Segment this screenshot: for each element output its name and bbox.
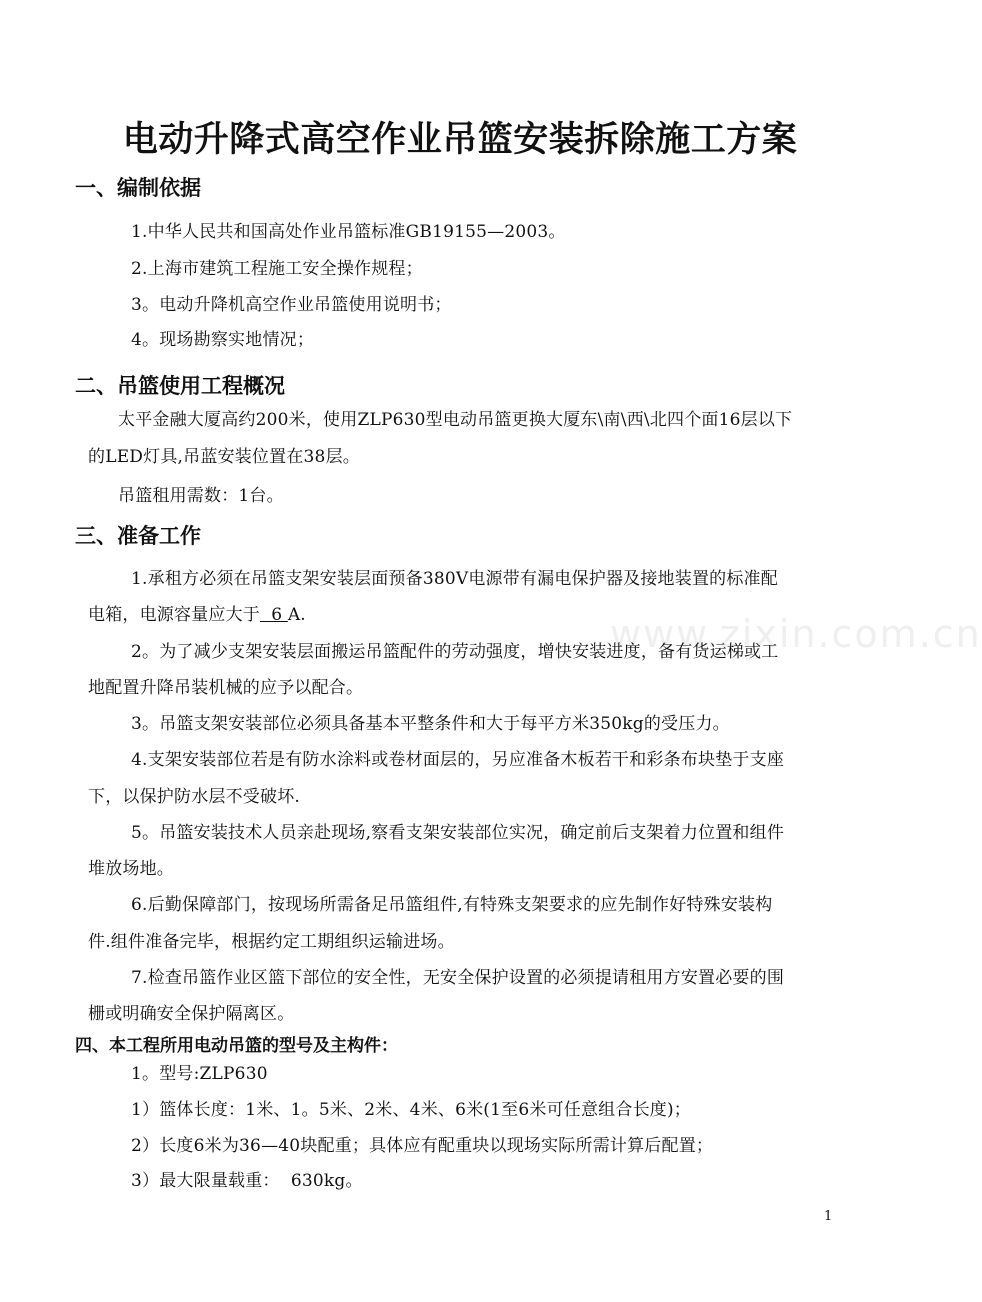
watermark: www.zixin.com.cn	[610, 612, 982, 656]
s3-item-2-line1: 2。为了减少支架安装层面搬运吊篮配件的劳动强度，增快安装进度，备有货运梯或工	[131, 642, 779, 662]
s3-item-4-line1: 4.支架安装部位若是有防水涂料或卷材面层的，另应准备木板若干和彩条布块垫于支座	[131, 750, 785, 770]
s2-para1-line1: 太平金融大厦高约200米，使用ZLP630型电动吊篮更换大厦东\南\西\北四个面16层以下	[118, 410, 793, 430]
s3-item-7-line2: 栅或明确安全保护隔离区。	[88, 1004, 295, 1024]
section-2-heading: 二、吊篮使用工程概况	[75, 374, 285, 398]
s2-para1-line2: 的LED灯具,吊蓝安装位置在38层。	[88, 447, 360, 467]
s3-item-5-line2: 堆放场地。	[88, 859, 174, 879]
s1-item-2: 2.上海市建筑工程施工安全操作规程；	[131, 259, 423, 279]
s4-item-1: 1。型号:ZLP630	[131, 1064, 268, 1084]
s3-item-1-line1: 1.承租方必须在吊篮支架安装层面预备380V电源带有漏电保护器及接地装置的标准配	[131, 569, 778, 589]
s3-item-6-line1: 6.后勤保障部门，按现场所需备足吊篮组件,有特殊支架要求的应先制作好特殊安装构	[131, 895, 773, 915]
s3-item-7-line1: 7.检查吊篮作业区篮下部位的安全性，无安全保护设置的必须提请租用方安置必要的围	[131, 968, 785, 988]
s3-item-6-line2: 件.组件准备完毕，根据约定工期组织运输进场。	[88, 932, 455, 952]
s4-item-4: 3）最大限量载重： 630kg。	[131, 1171, 363, 1191]
s3-item-1-line2	[88, 600, 306, 625]
document-title: 电动升降式高空作业吊篮安装拆除施工方案	[122, 120, 798, 160]
s3-item-3: 3。吊篮支架安装部位必须具备基本平整条件和大于每平方米350kg的受压力。	[131, 714, 730, 734]
page-number: 1	[824, 1209, 833, 1224]
section-1-heading: 一、编制依据	[75, 176, 201, 200]
s4-item-2: 1）篮体长度：1米、1。5米、2米、4米、6米(1至6米可任意组合长度)；	[131, 1100, 692, 1120]
power-capacity-unit: A.	[287, 605, 306, 625]
s1-item-1: 1.中华人民共和国高处作业吊篮标准GB19155—2003。	[131, 222, 566, 242]
s4-item-3: 2）长度6米为36—40块配重；具体应有配重块以现场实际所需计算后配置；	[131, 1136, 714, 1156]
section-3-heading: 三、准备工作	[75, 524, 201, 548]
power-capacity-value: 6	[260, 605, 288, 625]
s3-item-4-line2: 下，以保护防水层不受破坏.	[88, 787, 301, 807]
s3-item-2-line2: 地配置升降吊装机械的应予以配合。	[88, 678, 364, 698]
s1-item-4: 4。现场勘察实地情况；	[131, 330, 315, 350]
section-4-heading: 四、本工程所用电动吊篮的型号及主构件：	[75, 1036, 398, 1056]
s3-item-1-line2-text: 电箱，电源容量应大于	[88, 605, 260, 625]
s2-para2: 吊篮租用需数：1台。	[118, 486, 284, 506]
s3-item-5-line1: 5。吊篮安装技术人员亲赴现场,察看支架安装部位实况，确定前后支架着力位置和组件	[131, 823, 785, 843]
s1-item-3: 3。电动升降机高空作业吊篮使用说明书；	[131, 295, 452, 315]
